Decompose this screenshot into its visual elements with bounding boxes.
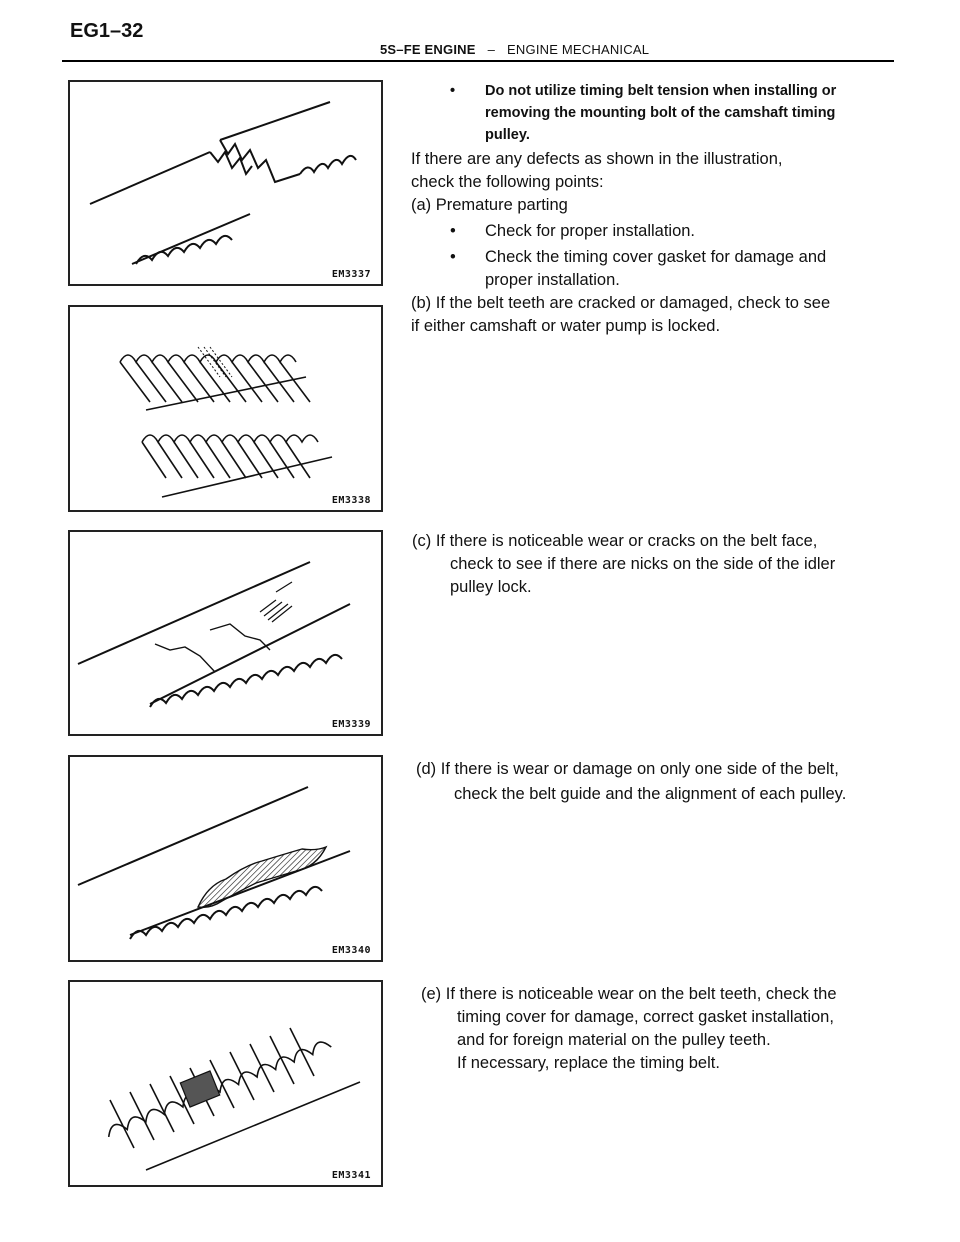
item-a-bullet2-line: Check the timing cover gasket for damage and bbox=[485, 248, 827, 266]
belt-face-crack-illustration bbox=[70, 532, 381, 734]
caution-line: Do not utilize timing belt tension when installing or bbox=[485, 83, 837, 99]
figure-code: EM3337 bbox=[331, 269, 371, 280]
caution-text bbox=[485, 80, 885, 146]
item-d-line: (d) If there is wear or damage on only one side of the belt, bbox=[416, 760, 839, 778]
figure-code: EM3339 bbox=[331, 719, 371, 730]
cracked-teeth-illustration bbox=[70, 307, 381, 510]
belt-parting-illustration bbox=[70, 82, 381, 284]
header-separator: – bbox=[487, 42, 496, 57]
figure-code: EM3340 bbox=[331, 945, 371, 956]
figure-side-wear bbox=[68, 755, 383, 962]
item-c bbox=[412, 530, 835, 599]
figure-cracked-teeth bbox=[68, 305, 383, 512]
item-a-bullet1: Check for proper installation. bbox=[485, 222, 696, 240]
item-d-line: check the belt guide and the alignment of each pulley. bbox=[454, 785, 847, 803]
figure-premature-parting bbox=[68, 80, 383, 286]
item-e-line: If necessary, replace the timing belt. bbox=[457, 1054, 720, 1072]
item-a-bullet2-symbol: • bbox=[450, 248, 456, 266]
item-b-line: (b) If the belt teeth are cracked or damaged, check to see bbox=[411, 294, 831, 312]
side-wear-illustration bbox=[70, 757, 381, 960]
item-e-line: (e) If there is noticeable wear on the belt teeth, check the bbox=[421, 985, 837, 1003]
figure-teeth-wear bbox=[68, 980, 383, 1187]
item-d bbox=[416, 757, 846, 807]
header-engine: 5S–FE ENGINE bbox=[380, 42, 476, 57]
item-a-bullet1-symbol: • bbox=[450, 222, 456, 240]
teeth-wear-illustration bbox=[70, 982, 381, 1185]
item-c-line: (c) If there is noticeable wear or cracks on the belt face, bbox=[412, 532, 818, 550]
item-e-line: timing cover for damage, correct gasket installation, bbox=[457, 1008, 834, 1026]
item-e-line: and for foreign material on the pulley teeth. bbox=[457, 1031, 771, 1049]
figure-belt-face-cracks bbox=[68, 530, 383, 736]
item-b-line: if either camshaft or water pump is locked. bbox=[411, 317, 721, 335]
caution-line: removing the mounting bolt of the camshaft timing bbox=[485, 105, 836, 121]
intro-paragraph bbox=[411, 148, 881, 194]
caution-bullet: • bbox=[450, 83, 456, 99]
intro-line: If there are any defects as shown in the illustration, bbox=[411, 150, 783, 168]
item-c-line: pulley lock. bbox=[450, 578, 532, 596]
item-a-bullet2-line: proper installation. bbox=[485, 271, 620, 289]
item-c-line: check to see if there are nicks on the side of the idler bbox=[450, 555, 836, 573]
figure-code: EM3338 bbox=[331, 495, 371, 506]
item-a-title: (a) Premature parting bbox=[411, 196, 568, 214]
item-a-bullet2 bbox=[485, 246, 826, 292]
page-number: EG1–32 bbox=[70, 20, 144, 42]
running-header bbox=[380, 42, 649, 57]
figure-code: EM3341 bbox=[331, 1170, 371, 1181]
caution-line: pulley. bbox=[485, 127, 530, 143]
item-e bbox=[421, 983, 837, 1075]
header-rule bbox=[62, 60, 894, 62]
intro-line: check the following points: bbox=[411, 173, 604, 191]
header-section: ENGINE MECHANICAL bbox=[507, 42, 650, 57]
item-b bbox=[411, 292, 830, 338]
